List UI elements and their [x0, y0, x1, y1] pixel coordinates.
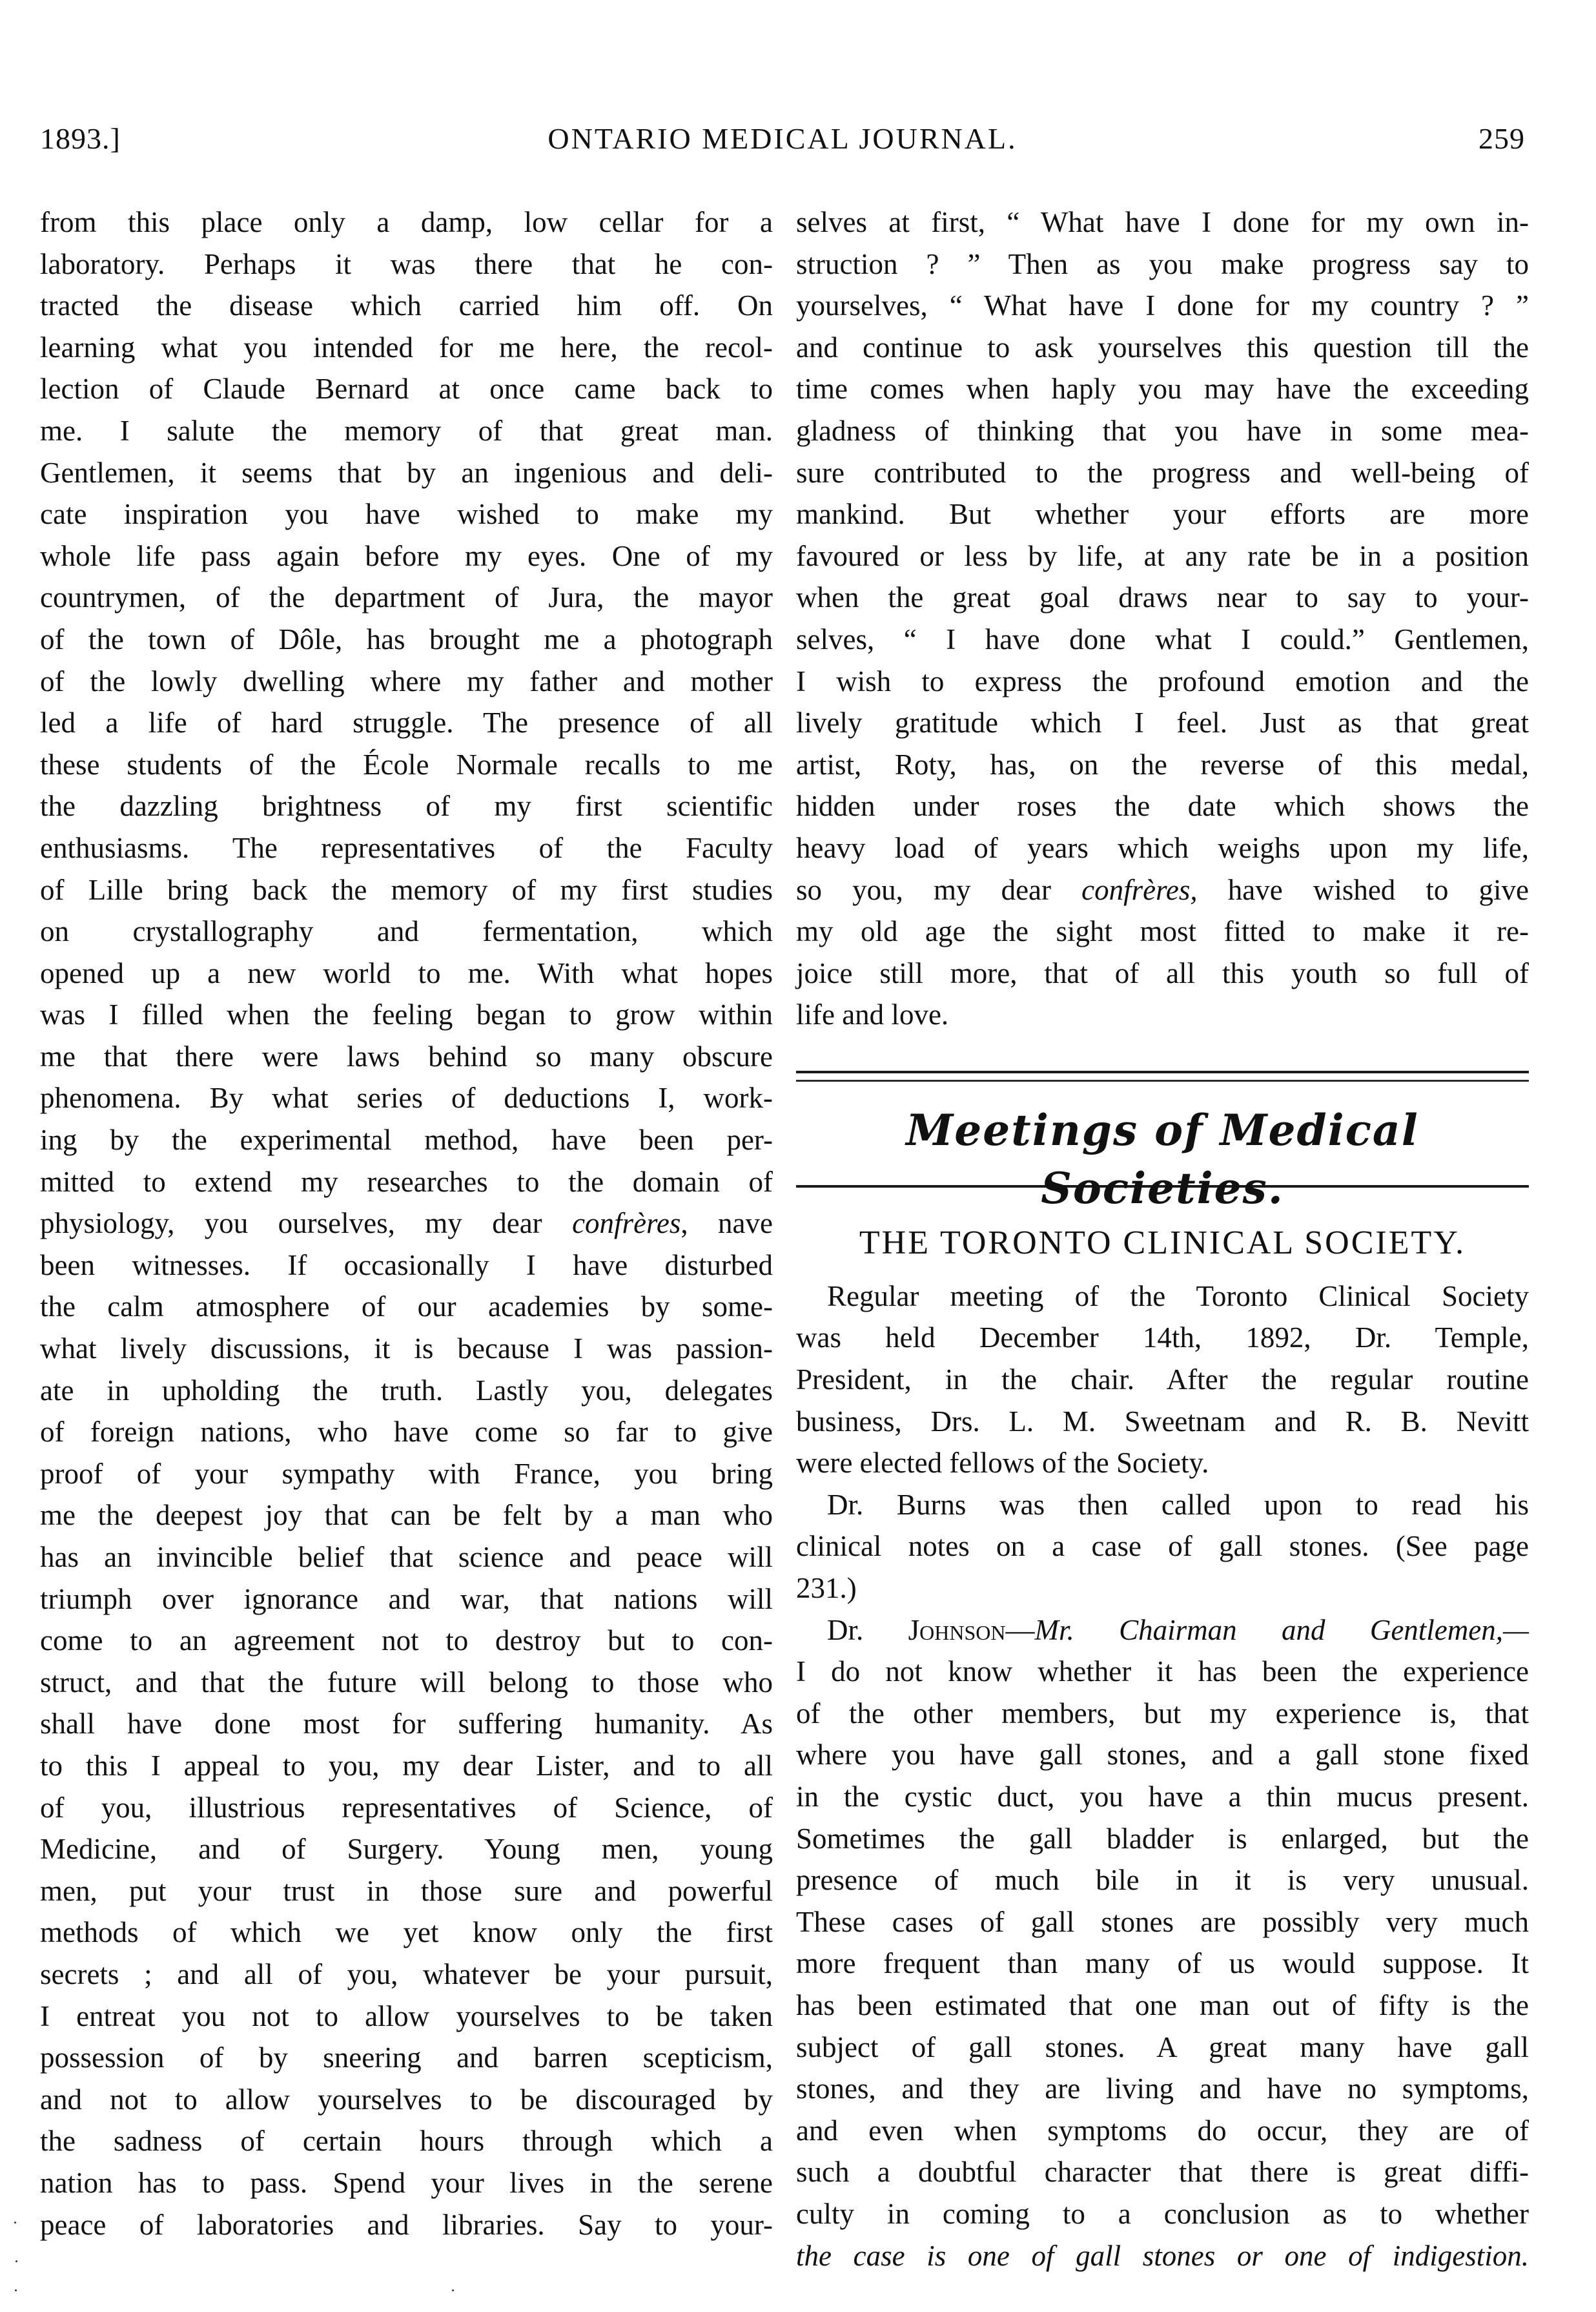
text-line: more frequent than many of us would suppose. It [796, 1947, 1529, 1980]
text-line: the sadness of certain hours through which a [40, 2125, 773, 2158]
text-line: Sometimes the gall bladder is enlarged, but the [796, 1822, 1529, 1855]
scan-speck [15, 2289, 17, 2291]
text-line: of foreign nations, who have come so far to give [40, 1416, 773, 1449]
text-line: culty in coming to a conclusion as to whether [796, 2197, 1529, 2230]
text-line: the dazzling brightness of my first scientific [40, 790, 773, 823]
text-line: where you have gall stones, and a gall stone fixed [796, 1739, 1529, 1771]
italic-term: confrères, [1081, 873, 1198, 906]
text-line: selves at first, “ What have I done for my own in- [796, 206, 1529, 238]
text-fragment: so you, my dear [796, 873, 1082, 906]
text-line: stones, and they are living and have no symptoms, [796, 2072, 1529, 2105]
text-line: nation has to pass. Spend your lives in the serene [40, 2166, 773, 2199]
text-line: what lively discussions, it is because I was passion- [40, 1332, 773, 1365]
text-line: my old age the sight most fitted to make it re- [796, 915, 1529, 948]
section-heading: Meetings of Medical Societies. [906, 1104, 1419, 1213]
text-line: Dr. Burns was then called upon to read his [827, 1488, 1529, 1521]
text-line: when the great goal draws near to say to your- [796, 581, 1529, 614]
text-line: methods of which we yet know only the first [40, 1916, 773, 1949]
speaker-prefix: Dr. [827, 1613, 908, 1646]
text-line: proof of your sympathy with France, you bring [40, 1457, 773, 1490]
text-line: mitted to extend my researches to the domain of [40, 1165, 773, 1198]
text-line: me. I salute the memory of that great man. [40, 414, 773, 447]
page-number: 259 [1478, 122, 1525, 155]
text-line: of the lowly dwelling where my father and mother [40, 665, 773, 697]
text-line: clinical notes on a case of gall stones. (See page [796, 1530, 1529, 1563]
text-line: I wish to express the profound emotion and the [796, 665, 1529, 697]
text-line-mixed [796, 869, 1529, 911]
text-fragment: , nave [680, 1207, 773, 1240]
text-fragment: have wished to give [1197, 873, 1529, 906]
scan-speck [452, 2289, 454, 2291]
text-line: lection of Claude Bernard at once came back to [40, 373, 773, 406]
text-line: President, in the chair. After the regular routine [796, 1363, 1529, 1396]
journal-title: ONTARIO MEDICAL JOURNAL. [547, 122, 1018, 155]
speaker-name: Johnson [908, 1613, 1006, 1646]
text-line: learning what you intended for me here, the recol- [40, 331, 773, 364]
text-line: possession of by sneering and barren scepticism, [40, 2041, 773, 2074]
text-line: I entreat you not to allow yourselves to be taken [40, 1999, 773, 2032]
text-line: hidden under roses the date which shows the [796, 790, 1529, 823]
text-line: heavy load of years which weighs upon my life, [796, 831, 1529, 864]
text-line: peace of laboratories and libraries. Say to your- [40, 2208, 773, 2241]
text-line: the calm atmosphere of our academies by some- [40, 1290, 773, 1323]
society-heading: THE TORONTO CLINICAL SOCIETY. [859, 1224, 1466, 1261]
text-line: yourselves, “ What have I done for my country ? ” [796, 289, 1529, 322]
text-line: business, Drs. L. M. Sweetnam and R. B. Nevitt [796, 1405, 1529, 1438]
issue-year: 1893.] [40, 122, 121, 155]
text-line: and continue to ask yourselves this question till the [796, 331, 1529, 364]
text-line: Regular meeting of the Toronto Clinical Society [827, 1279, 1529, 1312]
text-line: was held December 14th, 1892, Dr. Temple, [796, 1321, 1529, 1354]
text-line: led a life of hard struggle. The presence of all [40, 707, 773, 739]
text-line: ate in upholding the truth. Lastly you, delegates [40, 1374, 773, 1407]
text-line: countrymen, of the department of Jura, the mayor [40, 581, 773, 614]
rule-line [796, 1071, 1529, 1073]
text-line-italic: the case is one of gall stones or one of indigestion. [796, 2239, 1529, 2272]
text-line: has been estimated that one man out of fifty is the [796, 1988, 1529, 2021]
text-line: in the cystic duct, you have a thin mucus present. [796, 1780, 1529, 1813]
em-dash: — [1005, 1613, 1035, 1646]
text-line: favoured or less by life, at any rate be in a position [796, 539, 1529, 572]
text-line: sure contributed to the progress and well-being of [796, 456, 1529, 489]
text-line-mixed [40, 1202, 773, 1244]
text-fragment: physiology, you ourselves, my dear [40, 1207, 573, 1240]
salutation: Mr. Chairman and Gentlemen,— [1034, 1613, 1530, 1646]
text-line: tracted the disease which carried him off. On [40, 289, 773, 322]
text-line: gladness of thinking that you have in some mea- [796, 414, 1529, 447]
text-line: struct, and that the future will belong to those who [40, 1666, 773, 1698]
text-line: men, put your trust in those sure and powerful [40, 1874, 773, 1907]
text-line: joice still more, that of all this youth so full of [796, 956, 1529, 989]
text-line: mankind. But whether your efforts are more [796, 498, 1529, 531]
text-line: been witnesses. If occasionally I have disturbed [40, 1248, 773, 1281]
text-line: of the town of Dôle, has brought me a photograph [40, 623, 773, 655]
text-line: Medicine, and of Surgery. Young men, young [40, 1833, 773, 1866]
rule-line [796, 1080, 1529, 1082]
text-line: of Lille bring back the memory of my first studies [40, 873, 773, 906]
text-line: I do not know whether it has been the experience [796, 1655, 1529, 1688]
text-line: secrets ; and all of you, whatever be your pursuit, [40, 1957, 773, 1990]
text-line: Gentlemen, it seems that by an ingenious and deli- [40, 456, 773, 489]
text-line: and not to allow yourselves to be discouraged by [40, 2083, 773, 2116]
text-line: triumph over ignorance and war, that nations will [40, 1582, 773, 1615]
text-line: selves, “ I have done what I could.” Gentlemen, [796, 623, 1529, 655]
text-line: of the other members, but my experience is, that [796, 1697, 1529, 1729]
text-line: such a doubtful character that there is great diffi- [796, 2156, 1529, 2189]
text-line: phenomena. By what series of deductions I, work- [40, 1082, 773, 1115]
text-line: and even when symptoms do occur, they are of [796, 2114, 1529, 2147]
text-line: was I filled when the feeling began to grow within [40, 998, 773, 1031]
italic-term: confrères [572, 1207, 681, 1240]
right-column [796, 201, 1529, 2276]
left-column [40, 201, 773, 2245]
text-line: laboratory. Perhaps it was there that he con- [40, 247, 773, 280]
text-line: These cases of gall stones are possibly very much [796, 1905, 1529, 1938]
text-line: 231.) [796, 1572, 857, 1605]
text-line: lively gratitude which I feel. Just as that great [796, 707, 1529, 739]
text-line: come to an agreement not to destroy but to con- [40, 1624, 773, 1657]
text-line: these students of the École Normale recalls to me [40, 748, 773, 781]
text-line: to this I appeal to you, my dear Lister, and to all [40, 1749, 773, 1782]
text-line: enthusiasms. The representatives of the Faculty [40, 831, 773, 864]
running-head [40, 121, 1525, 167]
text-line: me the deepest joy that can be felt by a man who [40, 1499, 773, 1532]
text-line: shall have done most for suffering humanity. As [40, 1708, 773, 1740]
text-line: subject of gall stones. A great many have gall [796, 2030, 1529, 2063]
text-line: has an invincible belief that science and peace will [40, 1541, 773, 1573]
speaker-line [796, 1609, 1529, 1651]
text-line: struction ? ” Then as you make progress say to [796, 247, 1529, 280]
text-line: whole life pass again before my eyes. One of my [40, 539, 773, 572]
text-line: artist, Roty, has, on the reverse of this medal, [796, 748, 1529, 781]
text-line: opened up a new world to me. With what hopes [40, 956, 773, 989]
double-rule-divider [796, 1071, 1529, 1082]
scan-speck [14, 2222, 16, 2224]
text-line: cate inspiration you have wished to make my [40, 498, 773, 531]
text-line: ing by the experimental method, have been per- [40, 1124, 773, 1157]
text-line: time comes when haply you may have the exceeding [796, 373, 1529, 406]
text-line: from this place only a damp, low cellar for a [40, 206, 773, 238]
text-line: of you, illustrious representatives of Science, of [40, 1791, 773, 1824]
text-line: me that there were laws behind so many obscure [40, 1040, 773, 1073]
text-line: on crystallography and fermentation, which [40, 915, 773, 948]
scan-speck [15, 2260, 17, 2262]
text-line: presence of much bile in it is very unusual. [796, 1864, 1529, 1897]
text-line: life and love. [796, 998, 949, 1031]
text-line: were elected fellows of the Society. [796, 1447, 1209, 1480]
